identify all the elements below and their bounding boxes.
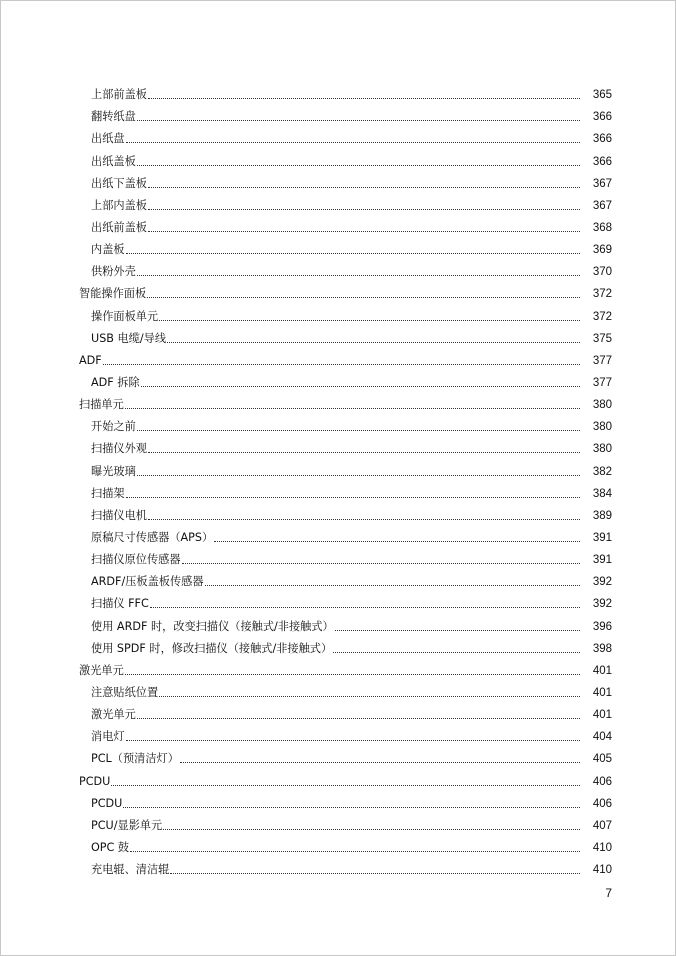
toc-entry-page: 382 bbox=[592, 465, 612, 478]
toc-entry-page: 380 bbox=[592, 421, 612, 434]
toc-subsection-entry[interactable] bbox=[1, 479, 676, 501]
toc-entry-page: 396 bbox=[592, 620, 612, 633]
toc-entry-title: 扫描仪 FFC bbox=[91, 597, 149, 611]
toc-entry-page: 377 bbox=[592, 354, 612, 367]
page-number: 7 bbox=[605, 886, 612, 900]
toc-subsection-entry[interactable] bbox=[1, 722, 676, 744]
toc-subsection-entry[interactable] bbox=[1, 412, 676, 434]
table-of-contents bbox=[1, 80, 676, 877]
toc-dot-leader bbox=[148, 187, 580, 188]
toc-subsection-entry[interactable] bbox=[1, 744, 676, 766]
toc-entry-title: 出纸下盖板 bbox=[91, 176, 147, 190]
toc-entry-title: 扫描仪电机 bbox=[91, 508, 147, 522]
toc-entry-title: 激光单元 bbox=[91, 708, 136, 722]
toc-section-entry[interactable] bbox=[1, 656, 676, 678]
toc-entry-title: OPC 鼓 bbox=[91, 840, 130, 854]
toc-entry-title: ADF bbox=[79, 353, 102, 367]
toc-subsection-entry[interactable] bbox=[1, 169, 676, 191]
toc-subsection-entry[interactable] bbox=[1, 833, 676, 855]
toc-dot-leader bbox=[148, 98, 580, 99]
toc-entry-title: USB 电缆/导线 bbox=[91, 331, 167, 345]
toc-subsection-entry[interactable] bbox=[1, 235, 676, 257]
toc-entry-title: 内盖板 bbox=[91, 243, 125, 257]
toc-subsection-entry[interactable] bbox=[1, 567, 676, 589]
toc-entry-page: 391 bbox=[592, 531, 612, 544]
toc-dot-leader bbox=[137, 475, 580, 476]
toc-dot-leader bbox=[123, 807, 580, 808]
toc-entry-title: 出纸盖板 bbox=[91, 154, 136, 168]
toc-entry-page: 405 bbox=[592, 753, 612, 766]
toc-entry-page: 407 bbox=[592, 819, 612, 832]
toc-entry-title: PCL（预清洁灯） bbox=[91, 752, 179, 766]
toc-dot-leader bbox=[141, 386, 580, 387]
toc-entry-title: 扫描仪外观 bbox=[91, 442, 147, 456]
toc-entry-title: 智能操作面板 bbox=[79, 287, 147, 301]
toc-dot-leader bbox=[126, 253, 580, 254]
toc-subsection-entry[interactable] bbox=[1, 855, 676, 877]
toc-dot-leader bbox=[205, 585, 580, 586]
toc-entry-title: 扫描架 bbox=[91, 486, 125, 500]
toc-entry-page: 401 bbox=[592, 664, 612, 677]
toc-entry-title: PCDU bbox=[91, 796, 123, 810]
toc-dot-leader bbox=[163, 829, 580, 830]
toc-entry-page: 370 bbox=[592, 266, 612, 279]
toc-subsection-entry[interactable] bbox=[1, 589, 676, 611]
toc-dot-leader bbox=[214, 541, 580, 542]
toc-entry-page: 372 bbox=[592, 288, 612, 301]
toc-entry-title: 出纸盘 bbox=[91, 132, 125, 146]
toc-dot-leader bbox=[130, 851, 580, 852]
toc-entry-title: ARDF/压板盖板传感器 bbox=[91, 575, 204, 589]
toc-subsection-entry[interactable] bbox=[1, 434, 676, 456]
toc-subsection-entry[interactable] bbox=[1, 191, 676, 213]
toc-subsection-entry[interactable] bbox=[1, 611, 676, 633]
toc-dot-leader bbox=[126, 740, 580, 741]
toc-entry-title: 出纸前盖板 bbox=[91, 220, 147, 234]
toc-dot-leader bbox=[126, 142, 580, 143]
toc-section-entry[interactable] bbox=[1, 346, 676, 368]
toc-entry-page: 401 bbox=[592, 686, 612, 699]
toc-entry-page: 377 bbox=[592, 376, 612, 389]
toc-entry-title: 开始之前 bbox=[91, 420, 136, 434]
toc-subsection-entry[interactable] bbox=[1, 634, 676, 656]
toc-subsection-entry[interactable] bbox=[1, 545, 676, 567]
toc-entry-page: 392 bbox=[592, 598, 612, 611]
toc-entry-title: 曝光玻璃 bbox=[91, 464, 136, 478]
toc-subsection-entry[interactable] bbox=[1, 501, 676, 523]
toc-subsection-entry[interactable] bbox=[1, 456, 676, 478]
toc-dot-leader bbox=[125, 408, 580, 409]
toc-dot-leader bbox=[111, 785, 580, 786]
toc-dot-leader bbox=[167, 342, 580, 343]
toc-dot-leader bbox=[103, 364, 580, 365]
toc-entry-page: 369 bbox=[592, 244, 612, 257]
toc-subsection-entry[interactable] bbox=[1, 301, 676, 323]
toc-entry-page: 367 bbox=[592, 199, 612, 212]
toc-entry-page: 404 bbox=[592, 731, 612, 744]
toc-dot-leader bbox=[126, 497, 580, 498]
toc-dot-leader bbox=[147, 297, 580, 298]
toc-dot-leader bbox=[137, 275, 580, 276]
toc-entry-title: 消电灯 bbox=[91, 730, 125, 744]
toc-entry-title: 翻转纸盘 bbox=[91, 110, 136, 124]
toc-entry-title: 上部内盖板 bbox=[91, 198, 147, 212]
toc-dot-leader bbox=[182, 563, 580, 564]
toc-subsection-entry[interactable] bbox=[1, 146, 676, 168]
toc-subsection-entry[interactable] bbox=[1, 213, 676, 235]
toc-subsection-entry[interactable] bbox=[1, 789, 676, 811]
toc-entry-page: 391 bbox=[592, 554, 612, 567]
toc-dot-leader bbox=[148, 519, 580, 520]
toc-dot-leader bbox=[137, 165, 580, 166]
toc-entry-page: 380 bbox=[592, 399, 612, 412]
toc-dot-leader bbox=[137, 120, 580, 121]
toc-entry-page: 380 bbox=[592, 443, 612, 456]
toc-subsection-entry[interactable] bbox=[1, 811, 676, 833]
toc-entry-page: 401 bbox=[592, 709, 612, 722]
toc-entry-title: PCDU bbox=[79, 774, 111, 788]
toc-entry-title: 扫描单元 bbox=[79, 398, 124, 412]
toc-entry-page: 366 bbox=[592, 133, 612, 146]
toc-subsection-entry[interactable] bbox=[1, 523, 676, 545]
toc-subsection-entry[interactable] bbox=[1, 700, 676, 722]
toc-entry-title: 使用 SPDF 时，修改扫描仪（接触式/非接触式） bbox=[91, 641, 333, 655]
toc-entry-title: 原稿尺寸传感器（APS） bbox=[91, 530, 214, 544]
toc-dot-leader bbox=[148, 231, 580, 232]
toc-dot-leader bbox=[170, 873, 580, 874]
toc-dot-leader bbox=[137, 718, 580, 719]
toc-subsection-entry[interactable] bbox=[1, 368, 676, 390]
toc-subsection-entry[interactable] bbox=[1, 102, 676, 124]
toc-entry-page: 406 bbox=[592, 797, 612, 810]
toc-entry-page: 375 bbox=[592, 332, 612, 345]
toc-dot-leader bbox=[180, 762, 580, 763]
toc-entry-title: PCU/显影单元 bbox=[91, 818, 163, 832]
toc-dot-leader bbox=[125, 674, 580, 675]
toc-entry-title: 充电辊、清洁辊 bbox=[91, 863, 170, 877]
toc-entry-page: 389 bbox=[592, 509, 612, 522]
toc-dot-leader bbox=[150, 607, 580, 608]
toc-entry-title: 扫描仪原位传感器 bbox=[91, 553, 181, 567]
toc-dot-leader bbox=[148, 209, 580, 210]
toc-entry-title: 注意贴纸位置 bbox=[91, 685, 159, 699]
toc-section-entry[interactable] bbox=[1, 766, 676, 788]
toc-entry-title: 使用 ARDF 时，改变扫描仪（接触式/非接触式） bbox=[91, 619, 334, 633]
toc-entry-title: 上部前盖板 bbox=[91, 88, 147, 102]
toc-entry-page: 372 bbox=[592, 310, 612, 323]
toc-entry-title: 操作面板单元 bbox=[91, 309, 159, 323]
toc-entry-page: 384 bbox=[592, 487, 612, 500]
toc-entry-page: 398 bbox=[592, 642, 612, 655]
toc-dot-leader bbox=[159, 320, 580, 321]
toc-subsection-entry[interactable] bbox=[1, 257, 676, 279]
toc-section-entry[interactable] bbox=[1, 390, 676, 412]
toc-entry-page: 366 bbox=[592, 111, 612, 124]
toc-dot-leader bbox=[333, 652, 580, 653]
toc-entry-page: 368 bbox=[592, 221, 612, 234]
toc-entry-title: 激光单元 bbox=[79, 663, 124, 677]
toc-entry-page: 410 bbox=[592, 864, 612, 877]
toc-subsection-entry[interactable] bbox=[1, 80, 676, 102]
toc-dot-leader bbox=[335, 630, 580, 631]
toc-entry-title: 供粉外壳 bbox=[91, 265, 136, 279]
toc-entry-page: 366 bbox=[592, 155, 612, 168]
toc-dot-leader bbox=[137, 430, 580, 431]
toc-entry-page: 392 bbox=[592, 576, 612, 589]
toc-section-entry[interactable] bbox=[1, 279, 676, 301]
toc-subsection-entry[interactable] bbox=[1, 324, 676, 346]
toc-dot-leader bbox=[159, 696, 580, 697]
toc-entry-title: ADF 拆除 bbox=[91, 375, 140, 389]
toc-entry-page: 410 bbox=[592, 841, 612, 854]
toc-subsection-entry[interactable] bbox=[1, 678, 676, 700]
toc-entry-page: 365 bbox=[592, 89, 612, 102]
toc-dot-leader bbox=[148, 452, 580, 453]
toc-subsection-entry[interactable] bbox=[1, 124, 676, 146]
toc-entry-page: 406 bbox=[592, 775, 612, 788]
toc-entry-page: 367 bbox=[592, 177, 612, 190]
